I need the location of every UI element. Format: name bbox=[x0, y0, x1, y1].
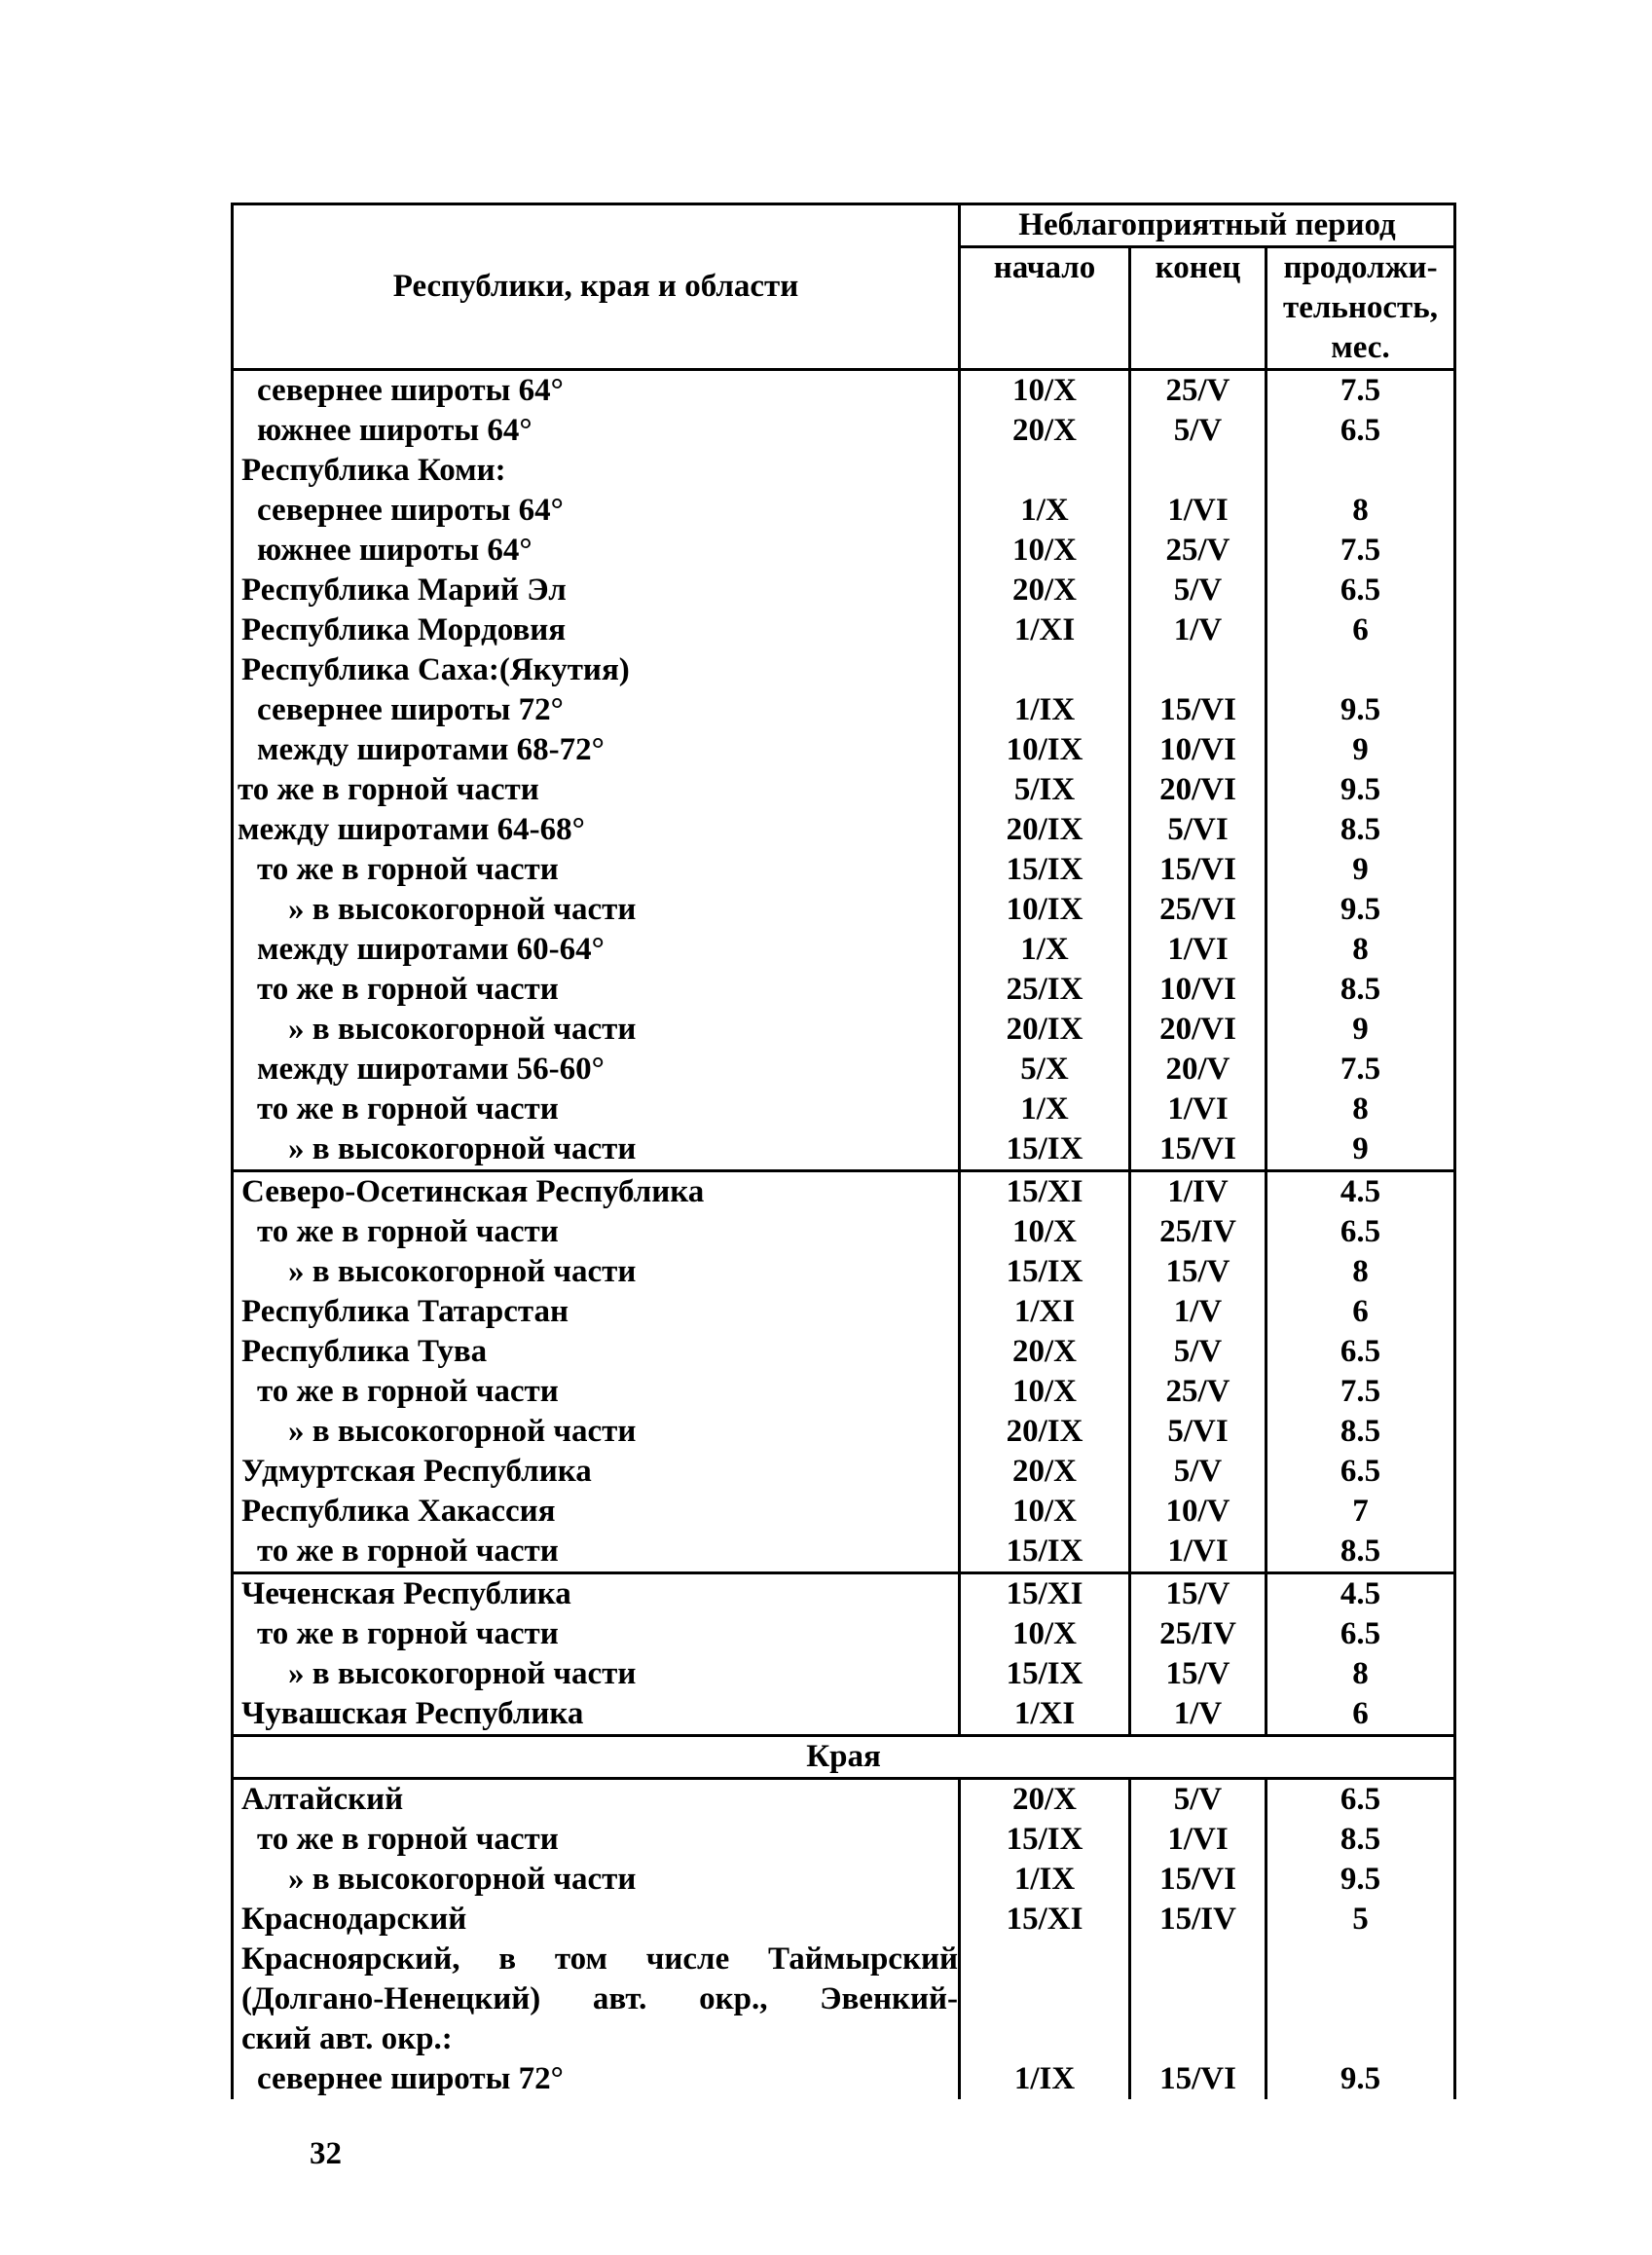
period-duration: 8.5 bbox=[1267, 1820, 1455, 1860]
period-end: 10/VI bbox=[1130, 970, 1267, 1010]
period-duration: 6.5 bbox=[1267, 1779, 1455, 1821]
region-name: » в высокогорной части bbox=[233, 1860, 960, 1900]
duration-column-header: продолжи-тельность, мес. bbox=[1267, 247, 1455, 370]
table-row bbox=[233, 1940, 1455, 1979]
period-end: 25/V bbox=[1130, 370, 1267, 412]
table-row bbox=[233, 770, 1455, 810]
table-row bbox=[233, 610, 1455, 650]
table-row bbox=[233, 1532, 1455, 1573]
period-end bbox=[1130, 451, 1267, 491]
period-duration: 4.5 bbox=[1267, 1171, 1455, 1213]
region-name: то же в горной части bbox=[233, 1090, 960, 1129]
section-title: Края bbox=[233, 1736, 1455, 1779]
period-start: 20/IX bbox=[960, 1010, 1130, 1050]
period-duration: 8 bbox=[1267, 1654, 1455, 1694]
table-row bbox=[233, 690, 1455, 730]
page-number: 32 bbox=[310, 2136, 342, 2171]
period-duration: 9 bbox=[1267, 1129, 1455, 1171]
period-start: 15/IX bbox=[960, 1532, 1130, 1573]
period-start: 10/X bbox=[960, 1492, 1130, 1532]
period-duration: 9.5 bbox=[1267, 2059, 1455, 2099]
table-row bbox=[233, 531, 1455, 571]
period-start: 20/X bbox=[960, 1332, 1130, 1372]
period-duration: 7.5 bbox=[1267, 370, 1455, 412]
unfavorable-period-header: Неблагоприятный период bbox=[960, 204, 1455, 247]
table-row bbox=[233, 1694, 1455, 1736]
region-name: севернее широты 64° bbox=[233, 491, 960, 531]
period-duration: 9 bbox=[1267, 1010, 1455, 1050]
region-name: Чеченская Республика bbox=[233, 1573, 960, 1615]
period-start: 10/IX bbox=[960, 730, 1130, 770]
period-start bbox=[960, 650, 1130, 690]
period-end: 1/VI bbox=[1130, 1090, 1267, 1129]
region-name: Чувашская Республика bbox=[233, 1694, 960, 1736]
period-start: 1/X bbox=[960, 930, 1130, 970]
region-name: Республика Тува bbox=[233, 1332, 960, 1372]
period-duration bbox=[1267, 650, 1455, 690]
period-end: 1/VI bbox=[1130, 491, 1267, 531]
region-name: то же в горной части bbox=[233, 850, 960, 890]
region-name: между широтами 60-64° bbox=[233, 930, 960, 970]
period-start: 1/X bbox=[960, 491, 1130, 531]
period-duration: 6 bbox=[1267, 610, 1455, 650]
table-row bbox=[233, 930, 1455, 970]
table-row bbox=[233, 1010, 1455, 1050]
period-end: 5/V bbox=[1130, 1779, 1267, 1821]
table-row bbox=[233, 1860, 1455, 1900]
table-row bbox=[233, 1050, 1455, 1090]
period-end: 10/V bbox=[1130, 1492, 1267, 1532]
period-end: 1/VI bbox=[1130, 1820, 1267, 1860]
region-name-line: ский авт. окр.: bbox=[233, 2019, 960, 2059]
table-row bbox=[233, 650, 1455, 690]
table-row bbox=[233, 850, 1455, 890]
period-start: 20/IX bbox=[960, 810, 1130, 850]
region-name: Республика Мордовия bbox=[233, 610, 960, 650]
region-name: Республика Саха:(Якутия) bbox=[233, 650, 960, 690]
table-row bbox=[233, 1292, 1455, 1332]
period-duration: 9 bbox=[1267, 850, 1455, 890]
period-duration: 7 bbox=[1267, 1492, 1455, 1532]
period-start: 20/X bbox=[960, 411, 1130, 451]
period-end: 1/VI bbox=[1130, 930, 1267, 970]
region-name: » в высокогорной части bbox=[233, 1010, 960, 1050]
table-row bbox=[233, 1129, 1455, 1171]
period-duration: 8 bbox=[1267, 1252, 1455, 1292]
period-end: 5/VI bbox=[1130, 810, 1267, 850]
period-duration: 6.5 bbox=[1267, 411, 1455, 451]
period-duration: 7.5 bbox=[1267, 1050, 1455, 1090]
table-row bbox=[233, 1372, 1455, 1412]
region-name: Алтайский bbox=[233, 1779, 960, 1821]
empty-cell bbox=[960, 2019, 1130, 2059]
period-start: 15/IX bbox=[960, 1129, 1130, 1171]
table-row bbox=[233, 1412, 1455, 1452]
empty-cell bbox=[1267, 1979, 1455, 2019]
period-start: 20/X bbox=[960, 1452, 1130, 1492]
period-end: 15/V bbox=[1130, 1573, 1267, 1615]
period-start: 10/X bbox=[960, 1212, 1130, 1252]
period-start: 20/IX bbox=[960, 1412, 1130, 1452]
period-end: 5/V bbox=[1130, 1452, 1267, 1492]
table-row bbox=[233, 1900, 1455, 1940]
period-duration: 8.5 bbox=[1267, 970, 1455, 1010]
period-end: 25/VI bbox=[1130, 890, 1267, 930]
table-row bbox=[233, 2019, 1455, 2059]
period-start: 15/XI bbox=[960, 1573, 1130, 1615]
period-end: 15/V bbox=[1130, 1252, 1267, 1292]
region-name: то же в горной части bbox=[233, 970, 960, 1010]
region-name: южнее широты 64° bbox=[233, 531, 960, 571]
period-start: 1/XI bbox=[960, 1694, 1130, 1736]
period-end: 20/VI bbox=[1130, 1010, 1267, 1050]
empty-cell bbox=[1267, 1940, 1455, 1979]
region-name-line: Красноярский, в том числе Таймырский bbox=[233, 1940, 960, 1979]
region-name: » в высокогорной части bbox=[233, 1129, 960, 1171]
region-name: Северо-Осетинская Республика bbox=[233, 1171, 960, 1213]
period-end: 15/VI bbox=[1130, 1129, 1267, 1171]
empty-cell bbox=[1130, 2019, 1267, 2059]
period-end: 5/V bbox=[1130, 571, 1267, 610]
table-row bbox=[233, 1573, 1455, 1615]
region-name: Краснодарский bbox=[233, 1900, 960, 1940]
empty-cell bbox=[1267, 2019, 1455, 2059]
table-header bbox=[233, 204, 1455, 370]
table-row bbox=[233, 571, 1455, 610]
period-duration: 8 bbox=[1267, 930, 1455, 970]
empty-cell bbox=[1130, 1940, 1267, 1979]
period-start: 5/X bbox=[960, 1050, 1130, 1090]
period-duration: 6.5 bbox=[1267, 1332, 1455, 1372]
empty-cell bbox=[960, 1979, 1130, 2019]
period-start: 10/X bbox=[960, 1614, 1130, 1654]
region-name: » в высокогорной части bbox=[233, 1252, 960, 1292]
period-duration: 6.5 bbox=[1267, 1614, 1455, 1654]
table-row bbox=[233, 1090, 1455, 1129]
period-start: 15/IX bbox=[960, 1820, 1130, 1860]
period-end: 25/IV bbox=[1130, 1212, 1267, 1252]
table-row bbox=[233, 370, 1455, 412]
region-name: между широтами 68-72° bbox=[233, 730, 960, 770]
period-start: 20/X bbox=[960, 571, 1130, 610]
table-row bbox=[233, 1332, 1455, 1372]
empty-cell bbox=[960, 1940, 1130, 1979]
period-start: 10/X bbox=[960, 370, 1130, 412]
period-start: 10/IX bbox=[960, 890, 1130, 930]
table-row bbox=[233, 730, 1455, 770]
period-duration: 6.5 bbox=[1267, 571, 1455, 610]
start-column-header: начало bbox=[960, 247, 1130, 370]
period-end: 5/V bbox=[1130, 1332, 1267, 1372]
period-duration: 9.5 bbox=[1267, 890, 1455, 930]
period-start: 20/X bbox=[960, 1779, 1130, 1821]
period-start: 1/XI bbox=[960, 610, 1130, 650]
period-duration bbox=[1267, 451, 1455, 491]
table-row bbox=[233, 1979, 1455, 2019]
period-duration: 6 bbox=[1267, 1694, 1455, 1736]
period-start: 10/X bbox=[960, 531, 1130, 571]
period-duration: 6 bbox=[1267, 1292, 1455, 1332]
period-start: 1/IX bbox=[960, 690, 1130, 730]
region-name: » в высокогорной части bbox=[233, 890, 960, 930]
table-row bbox=[233, 1614, 1455, 1654]
region-name: то же в горной части bbox=[233, 1212, 960, 1252]
region-name: то же в горной части bbox=[233, 1820, 960, 1860]
region-name: то же в горной части bbox=[233, 1372, 960, 1412]
region-name: южнее широты 64° bbox=[233, 411, 960, 451]
region-name: » в высокогорной части bbox=[233, 1412, 960, 1452]
region-name: Республика Коми: bbox=[233, 451, 960, 491]
period-duration: 8.5 bbox=[1267, 810, 1455, 850]
period-start: 1/IX bbox=[960, 2059, 1130, 2099]
period-end: 15/VI bbox=[1130, 1860, 1267, 1900]
period-end: 1/IV bbox=[1130, 1171, 1267, 1213]
period-start: 15/IX bbox=[960, 1252, 1130, 1292]
table-row bbox=[233, 970, 1455, 1010]
period-start: 1/XI bbox=[960, 1292, 1130, 1332]
region-name: между широтами 64-68° bbox=[233, 810, 960, 850]
period-duration: 9.5 bbox=[1267, 690, 1455, 730]
period-start: 1/IX bbox=[960, 1860, 1130, 1900]
period-duration: 4.5 bbox=[1267, 1573, 1455, 1615]
table-row bbox=[233, 1171, 1455, 1213]
period-duration: 9.5 bbox=[1267, 770, 1455, 810]
period-end: 15/VI bbox=[1130, 2059, 1267, 2099]
table-row bbox=[233, 2059, 1455, 2099]
end-column-header: конец bbox=[1130, 247, 1267, 370]
period-end: 5/VI bbox=[1130, 1412, 1267, 1452]
period-duration: 7.5 bbox=[1267, 531, 1455, 571]
period-start: 15/XI bbox=[960, 1171, 1130, 1213]
period-end: 15/IV bbox=[1130, 1900, 1267, 1940]
period-start: 15/IX bbox=[960, 1654, 1130, 1694]
table-row bbox=[233, 1252, 1455, 1292]
period-duration: 6.5 bbox=[1267, 1452, 1455, 1492]
period-start: 15/XI bbox=[960, 1900, 1130, 1940]
empty-cell bbox=[1130, 1979, 1267, 2019]
region-name: севернее широты 72° bbox=[233, 2059, 960, 2099]
table-row bbox=[233, 451, 1455, 491]
period-duration: 8 bbox=[1267, 491, 1455, 531]
region-name: Республика Хакассия bbox=[233, 1492, 960, 1532]
region-name: Удмуртская Республика bbox=[233, 1452, 960, 1492]
period-end: 15/V bbox=[1130, 1654, 1267, 1694]
period-end: 5/V bbox=[1130, 411, 1267, 451]
period-duration: 6.5 bbox=[1267, 1212, 1455, 1252]
section-row-kraya bbox=[233, 1736, 1455, 1779]
period-end: 25/V bbox=[1130, 531, 1267, 571]
climate-period-table bbox=[231, 203, 1456, 2099]
period-end: 1/V bbox=[1130, 1292, 1267, 1332]
table-row bbox=[233, 1779, 1455, 1821]
period-duration: 5 bbox=[1267, 1900, 1455, 1940]
period-start: 10/X bbox=[960, 1372, 1130, 1412]
period-duration: 8 bbox=[1267, 1090, 1455, 1129]
table-row bbox=[233, 810, 1455, 850]
period-end: 1/VI bbox=[1130, 1532, 1267, 1573]
period-duration: 8.5 bbox=[1267, 1412, 1455, 1452]
period-end: 20/VI bbox=[1130, 770, 1267, 810]
period-end bbox=[1130, 650, 1267, 690]
period-end: 10/VI bbox=[1130, 730, 1267, 770]
period-duration: 9 bbox=[1267, 730, 1455, 770]
region-name: севернее широты 72° bbox=[233, 690, 960, 730]
table-body bbox=[233, 370, 1455, 2100]
table-row bbox=[233, 1452, 1455, 1492]
region-name: между широтами 56-60° bbox=[233, 1050, 960, 1090]
period-duration: 7.5 bbox=[1267, 1372, 1455, 1412]
period-end: 20/V bbox=[1130, 1050, 1267, 1090]
region-name: Республика Марий Эл bbox=[233, 571, 960, 610]
region-column-header: Республики, края и области bbox=[233, 204, 960, 370]
period-end: 15/VI bbox=[1130, 690, 1267, 730]
period-start: 25/IX bbox=[960, 970, 1130, 1010]
period-duration: 9.5 bbox=[1267, 1860, 1455, 1900]
region-name-line: (Долгано-Ненецкий) авт. окр., Эвенкий- bbox=[233, 1979, 960, 2019]
region-name: » в высокогорной части bbox=[233, 1654, 960, 1694]
period-start: 1/X bbox=[960, 1090, 1130, 1129]
region-name: Республика Татарстан bbox=[233, 1292, 960, 1332]
region-name: то же в горной части bbox=[233, 1532, 960, 1573]
table-row bbox=[233, 890, 1455, 930]
table-row bbox=[233, 491, 1455, 531]
table-row bbox=[233, 1492, 1455, 1532]
period-duration: 8.5 bbox=[1267, 1532, 1455, 1573]
region-name: то же в горной части bbox=[233, 770, 960, 810]
period-start: 15/IX bbox=[960, 850, 1130, 890]
period-start bbox=[960, 451, 1130, 491]
region-name: то же в горной части bbox=[233, 1614, 960, 1654]
period-end: 25/V bbox=[1130, 1372, 1267, 1412]
period-end: 1/V bbox=[1130, 610, 1267, 650]
period-end: 25/IV bbox=[1130, 1614, 1267, 1654]
period-end: 15/VI bbox=[1130, 850, 1267, 890]
region-name: севернее широты 64° bbox=[233, 370, 960, 412]
table-row bbox=[233, 1820, 1455, 1860]
table-row bbox=[233, 1654, 1455, 1694]
period-end: 1/V bbox=[1130, 1694, 1267, 1736]
table-row bbox=[233, 1212, 1455, 1252]
table-row bbox=[233, 411, 1455, 451]
period-start: 5/IX bbox=[960, 770, 1130, 810]
